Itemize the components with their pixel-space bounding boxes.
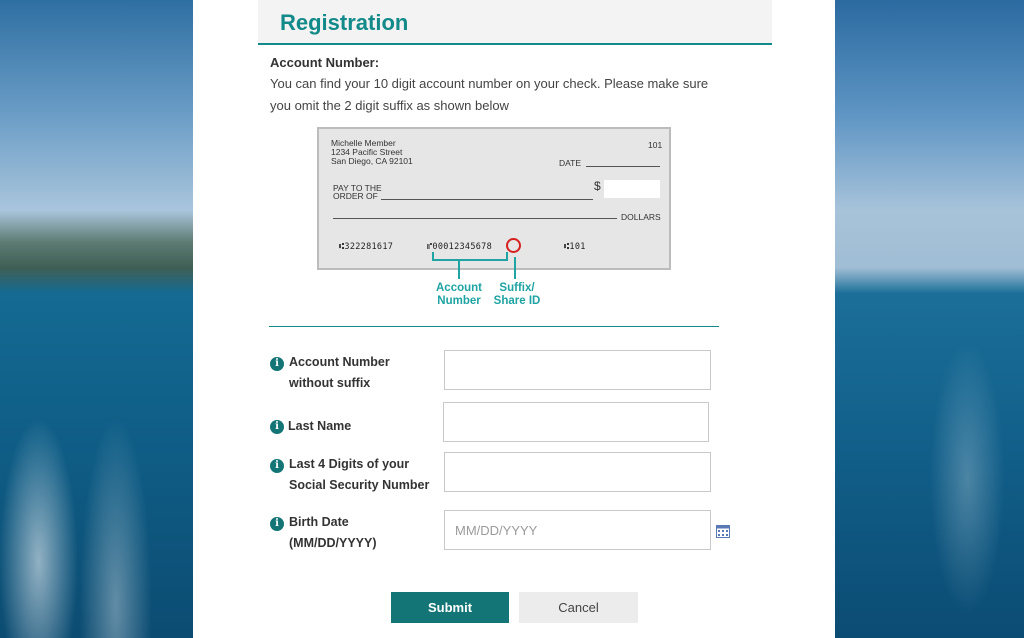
page-header bbox=[258, 0, 772, 45]
check-payee-line bbox=[381, 199, 593, 200]
check-pay-to-label: PAY TO THE bbox=[333, 183, 382, 193]
suffix-highlight-circle bbox=[506, 238, 521, 253]
last-name-input[interactable] bbox=[443, 402, 709, 442]
check-date-label: DATE bbox=[559, 158, 582, 168]
info-icon[interactable]: i bbox=[270, 420, 284, 434]
submit-button[interactable]: Submit bbox=[391, 592, 509, 623]
cancel-button[interactable]: Cancel bbox=[519, 592, 638, 623]
suffix-caption: Suffix/ Share ID bbox=[493, 282, 541, 307]
check-account-number: ⑈00012345678 bbox=[427, 242, 492, 252]
account-number-pointer bbox=[458, 259, 460, 279]
ocean-background-right bbox=[835, 0, 1024, 638]
page-title: Registration bbox=[280, 10, 409, 35]
info-icon[interactable]: i bbox=[270, 357, 284, 371]
check-number-micr: ⑆101 bbox=[564, 242, 586, 252]
check-holder-street: 1234 Pacific Street bbox=[331, 147, 403, 157]
check-amount-box bbox=[604, 180, 660, 198]
account-number-description: You can find your 10 digit account number on your check. Please make sure you omit the 2 digit suffix as shown below bbox=[270, 76, 709, 113]
account-number-bracket bbox=[432, 252, 508, 261]
birth-date-label: Birth Date (MM/DD/YYYY) bbox=[289, 515, 377, 550]
birth-date-input[interactable] bbox=[444, 510, 711, 550]
check-dollars-label: DOLLARS bbox=[621, 212, 661, 222]
account-number-label: Account Number without suffix bbox=[289, 355, 390, 390]
check-dollar-sign: $ bbox=[594, 179, 601, 193]
info-icon[interactable]: i bbox=[270, 517, 284, 531]
section-divider bbox=[269, 326, 719, 327]
check-holder-name: Michelle Member bbox=[331, 138, 396, 148]
check-order-of-label: ORDER OF bbox=[333, 191, 378, 201]
check-number: 101 bbox=[648, 140, 663, 150]
account-number-heading: Account Number: bbox=[270, 55, 380, 70]
last-name-label: Last Name bbox=[288, 419, 352, 433]
check-routing-number: ⑆322281617 bbox=[339, 242, 394, 252]
ssn-last4-input[interactable] bbox=[444, 452, 711, 492]
suffix-pointer bbox=[514, 257, 516, 279]
check-holder-city: San Diego, CA 92101 bbox=[331, 156, 413, 166]
check-amount-words-line bbox=[333, 218, 617, 219]
account-number-caption: Account Number bbox=[436, 282, 482, 307]
sample-check-image bbox=[317, 127, 671, 270]
ocean-background-left bbox=[0, 0, 193, 638]
info-icon[interactable]: i bbox=[270, 459, 284, 473]
calendar-icon[interactable] bbox=[716, 524, 730, 538]
ssn-last4-label: Last 4 Digits of your Social Security Number bbox=[289, 457, 430, 492]
account-number-input[interactable] bbox=[444, 350, 711, 390]
check-date-line bbox=[586, 166, 660, 167]
